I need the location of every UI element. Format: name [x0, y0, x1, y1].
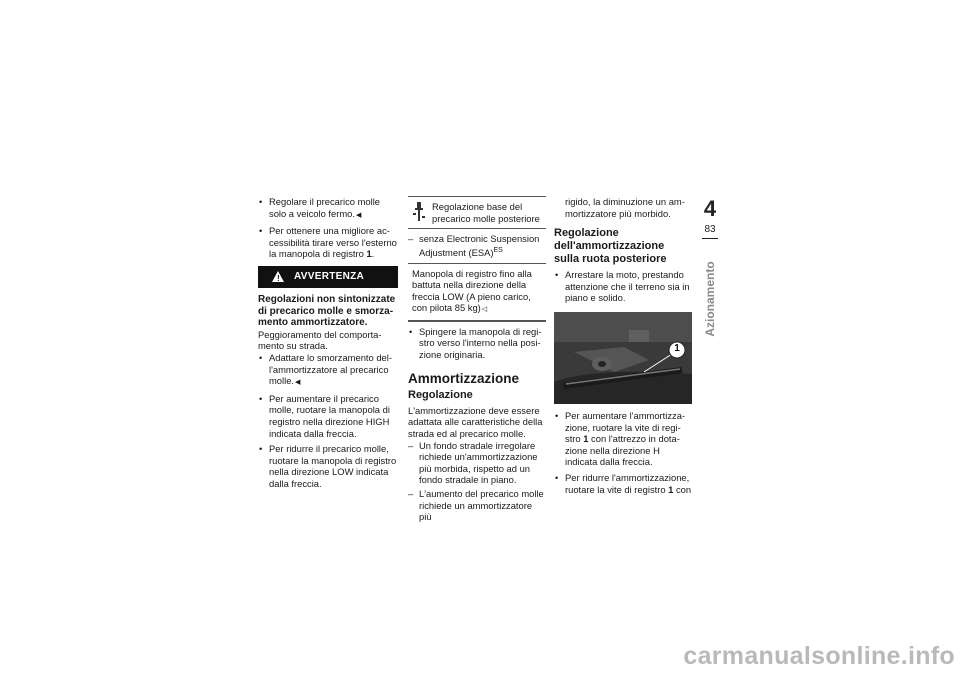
list-item-text: con	[673, 483, 692, 495]
subsection-heading: Regolazione	[408, 389, 473, 402]
end-of-section-icon	[355, 208, 361, 219]
spec-table	[408, 196, 546, 322]
rear-shock-photo	[554, 312, 692, 404]
spec-row	[408, 264, 546, 321]
rear-shock-illustration	[554, 312, 692, 404]
list-item-text: Per aumentare il precarico molle, ruotare la manopola di registro nella direzione HIGH indicata dalla freccia.	[269, 392, 390, 439]
list-item	[258, 225, 398, 260]
column-2	[408, 196, 546, 525]
spec-row	[408, 229, 546, 263]
spec-condition: senza Electronic Suspension Adjustment (ESA)	[419, 233, 540, 258]
section-heading: Ammortizzazione	[408, 370, 520, 386]
list-item	[554, 472, 692, 495]
dash-item	[408, 440, 546, 486]
column-3	[554, 196, 692, 499]
list-item-text: Spingere la manopola di registro verso l'interno nella posizione originaria.	[419, 325, 542, 361]
column-1	[258, 196, 398, 493]
tab-divider	[702, 238, 718, 239]
warning-text: Peggioramento del comportamento su strada.	[258, 328, 382, 352]
spec-value: Manopola di registro fino alla battuta nella direzione della freccia LOW (A pieno carico, con pilota 85 kg)	[412, 267, 532, 314]
list-item-text: Per ottenere una migliore accessibilità tirare verso l'esterno la manopola di registro	[269, 225, 397, 260]
watermark-text: carmanualsonline.info	[683, 642, 955, 670]
dash-item-text: L'aumento del precarico molle richiede un ammortizzatore più	[419, 488, 544, 523]
reference-number: 1	[668, 483, 674, 495]
list-item-text: con l'attrezzo in dotazione nella direzione H indicata dalla freccia.	[565, 433, 680, 468]
paragraph: L'ammortizzazione deve essere adattata alle caratteristiche della strada ed al precarico molle.	[408, 404, 543, 440]
wrench-settings-icon	[410, 201, 428, 223]
photo-callout-label: 1	[674, 342, 680, 354]
list-item-text: Regolare il precarico molle solo a veicolo fermo.	[269, 196, 380, 219]
warning-label: AVVERTENZA	[294, 271, 365, 283]
list-item	[258, 393, 398, 439]
dash-item-text: Un fondo stradale irregolare richiede un'ammortizzazione più morbida, rispetto ad un fondo stradale in piano.	[419, 439, 538, 486]
warning-banner	[258, 266, 398, 288]
warning-triangle-icon: !	[272, 271, 284, 282]
list-item	[258, 443, 398, 489]
list-item-text: Arrestare la moto, prestando attenzione che il terreno sia in piano e solido.	[565, 269, 690, 304]
list-item-text: Per ridurre l'ammortizzazione, ruotare la vite di registro	[565, 471, 690, 495]
list-item-text: Per ridurre il precarico molle, ruotare la manopola di registro nella direzione LOW indicata dalla freccia.	[269, 443, 397, 489]
list-item-text: Per aumentare l'ammortizzazione, ruotare la vite di registro	[565, 409, 686, 445]
warning-title: Regolazioni non sintonizzate di precarico molle e smorzamento ammortizzatore.	[258, 293, 396, 329]
end-of-section-icon	[481, 302, 487, 313]
reference-number: 1	[366, 248, 372, 260]
list-item	[258, 352, 398, 389]
end-of-section-icon	[294, 375, 300, 386]
list-item	[554, 269, 692, 304]
list-item	[408, 326, 546, 361]
list-item-text: .	[371, 248, 375, 260]
spec-row	[408, 197, 546, 229]
spec-title: Regolazione base del precarico molle posteriore	[432, 201, 540, 224]
reference-number: 1	[583, 433, 589, 445]
paragraph: rigido, la diminuzione un ammortizzatore più morbido.	[565, 196, 685, 219]
chapter-number: 4	[703, 196, 717, 221]
list-item	[258, 196, 398, 221]
dash-item	[408, 488, 546, 523]
section-title-vertical: Azionamento	[703, 261, 717, 337]
page-number: 83	[704, 224, 716, 235]
option-superscript: ES	[493, 246, 503, 254]
section-heading: Regolazione dell'ammortizzazione sulla ruota posteriore	[554, 227, 667, 266]
list-item-text: Adattare lo smorzamento dell'ammortizzatore al precarico molle.	[269, 351, 392, 387]
list-item	[554, 410, 692, 468]
